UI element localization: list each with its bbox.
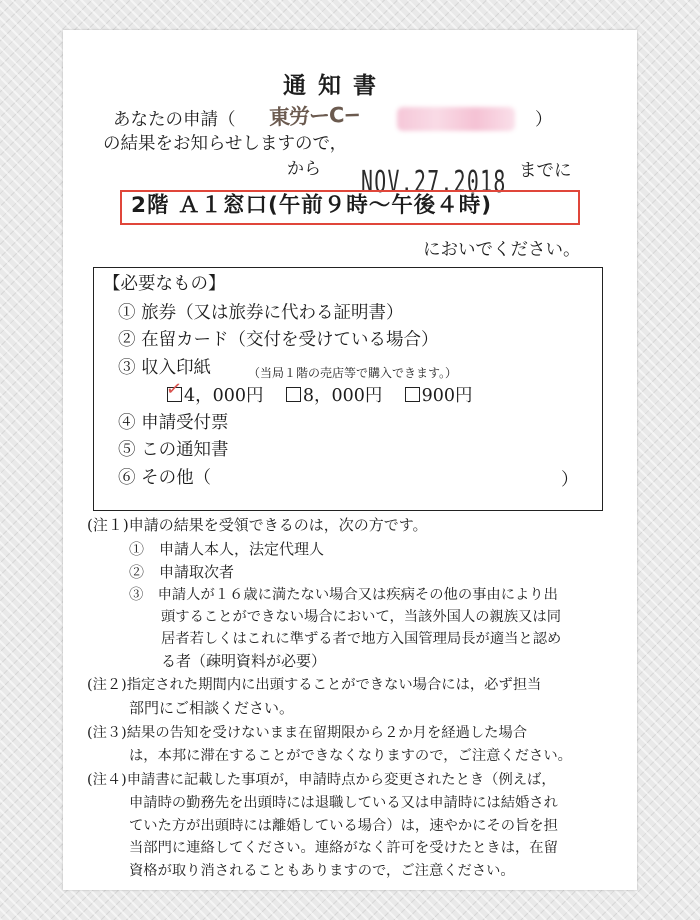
requirement-item: ② 在留カード（交付を受けている場合） [118,330,439,350]
check-mark-icon: ✓ [164,377,184,402]
note-line: 頭することができない場合において，当該外国人の親族又は同 [161,609,562,625]
notice-paper [63,30,637,890]
please-come-text: においでください。 [423,240,581,260]
notice-title: 通知書 [283,72,388,99]
result-line: の結果をお知らせしますので， [103,134,348,154]
until-label: までに [519,161,572,181]
stamp-checkbox-900[interactable] [405,387,420,402]
note-line: ③ 申請人が１６歳に満たない場合又は疾病その他の事由により出 [129,587,558,603]
requirement-item: ③ 収入印紙 [118,358,212,378]
requirement-item: ④ 申請受付票 [118,413,229,433]
note-line: 資格が取り消されることもありますので，ご注意ください。 [129,863,515,879]
deadline-date-stamp: NOV.27.2018 [361,165,507,200]
note-line: ② 申請取次者 [129,563,235,581]
note-line: (注３)結果の告知を受けないまま在留期限から２か月を経過した場合 [87,725,528,741]
application-label: あなたの申請（ [113,110,236,130]
application-close-paren: ） [535,110,553,130]
stamp-option-label: 4，000円 [184,386,264,406]
note-line: 当部門に連絡してください。連絡がなく許可を受けたときは，在留 [129,840,558,856]
stamp-checkbox-8000[interactable] [286,387,301,402]
stamp-checkbox-4000[interactable] [164,377,184,402]
note-line: 申請時の勤務先を出頭時には退職している又は申請時には結婚され [129,795,558,811]
note-line: (注４)申請書に記載した事項が，申請時点から変更されたとき（例えば， [87,772,556,788]
requirements-heading: 【必要なもの】 [103,274,226,294]
redacted-number [397,107,515,131]
stamp-purchase-note: （当局１階の売店等で購入できます。） [248,366,458,380]
note-line: ① 申請人本人，法定代理人 [129,540,325,558]
note-line: ていた方が出頭時には離婚している場合）は，速やかにその旨を担 [129,818,558,834]
note-line: 部門にご相談ください。 [129,699,295,717]
note-line: (注１)申請の結果を受領できるのは，次の方です。 [87,516,428,534]
other-close-paren: ） [561,470,579,490]
note-line: 居者若しくはこれに準ずる者で地方入国管理局長が適当と認め [161,631,562,647]
stamp-options [164,377,473,406]
window-location: 2階 Ａ１窓口(午前９時〜午後４時) [131,193,493,218]
note-line: は，本邦に滞在することができなくなりますので，ご注意ください。 [129,748,572,764]
application-number-stamp: 東労ーC− [268,102,361,130]
note-line: る者（疎明資料が必要） [161,652,327,670]
requirement-item: ⑤ この通知書 [118,440,229,460]
stamp-option-label: 900円 [421,386,473,406]
from-label: から [287,159,321,179]
requirement-item: ⑥ その他（ [118,468,212,488]
note-line: (注２)指定された期間内に出頭することができない場合には，必ず担当 [87,677,542,693]
requirement-item: ① 旅券（又は旅券に代わる証明書） [118,303,404,323]
stamp-option-label: 8，000円 [302,386,383,406]
